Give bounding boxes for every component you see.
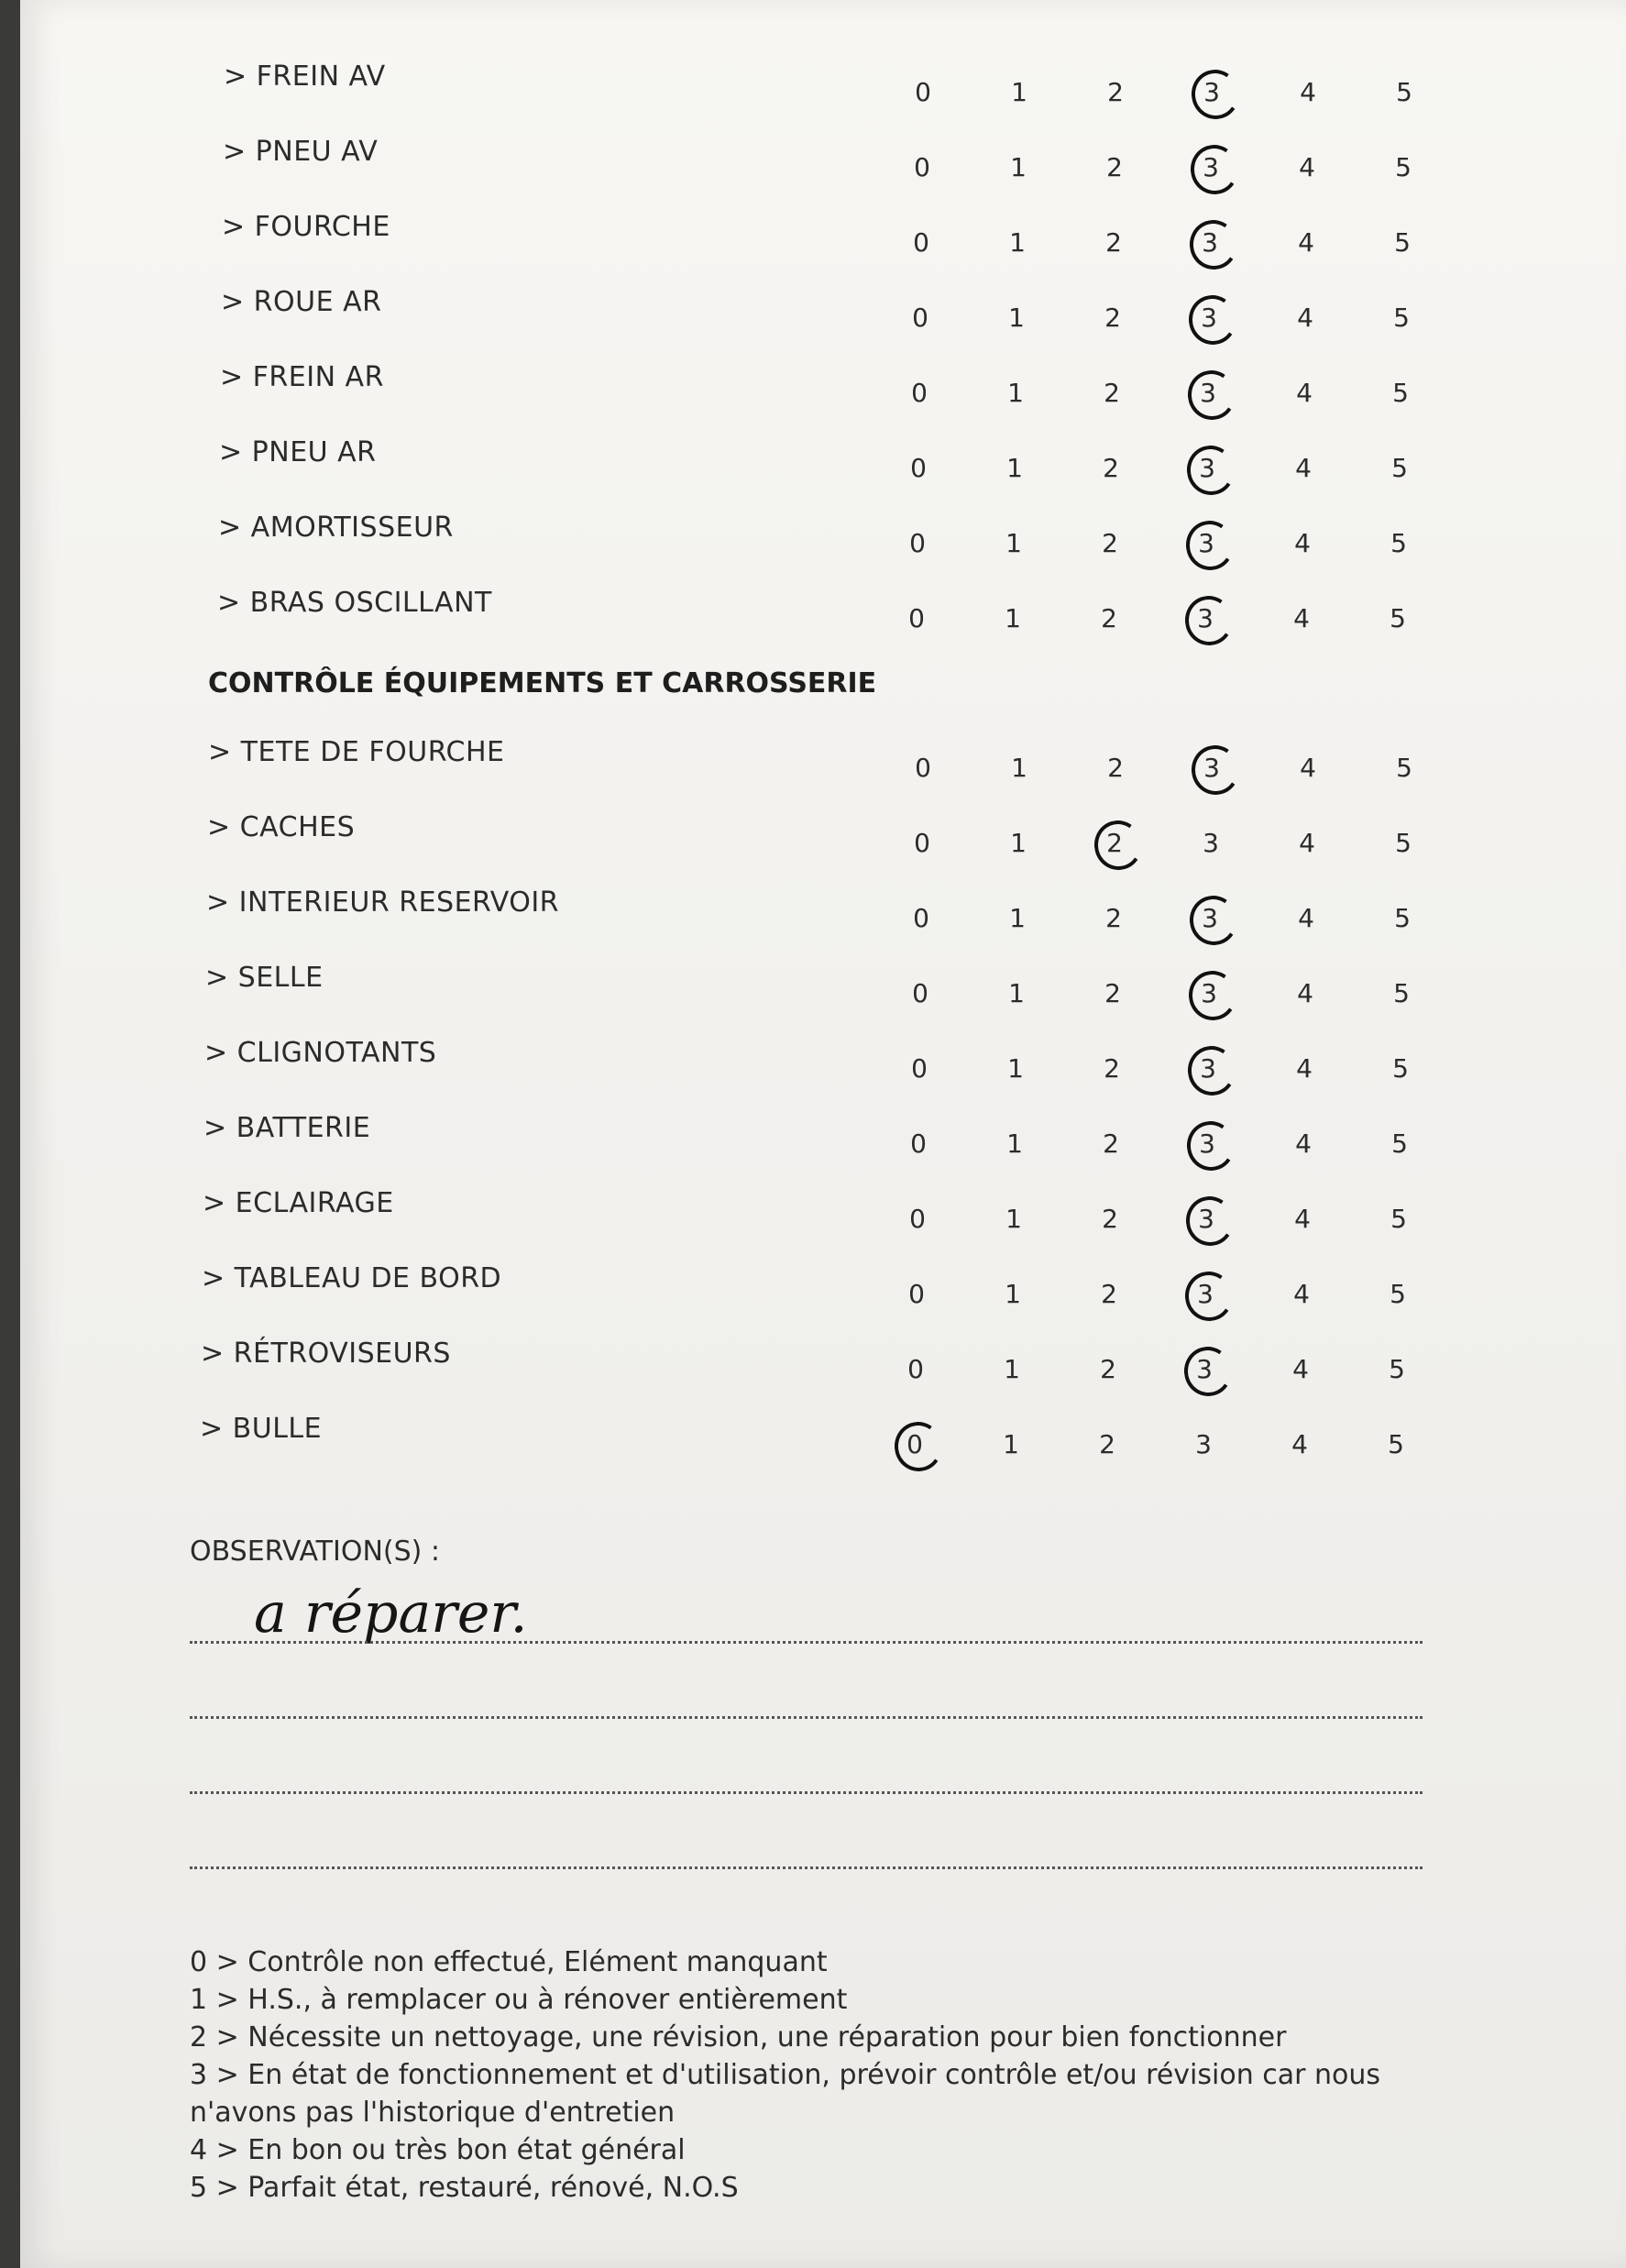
rating-row-label: > FOURCHE xyxy=(222,211,390,243)
rating-row-label: > TETE DE FOURCHE xyxy=(208,736,505,768)
rating-option[interactable]: 4 xyxy=(1297,303,1313,333)
rating-row-label: > CACHES xyxy=(207,811,356,843)
rating-option[interactable]: 1 xyxy=(1005,528,1022,558)
rating-option[interactable]: 0 xyxy=(909,528,926,558)
rating-option[interactable]: 0 xyxy=(911,378,928,408)
rating-row xyxy=(20,811,1626,866)
rating-option[interactable]: 1 xyxy=(1011,77,1027,107)
rating-option[interactable]: 4 xyxy=(1298,227,1314,258)
legend-line: 5 > Parfait état, restauré, rénové, N.O.S xyxy=(190,2172,739,2204)
rating-option[interactable]: 1 xyxy=(1009,227,1026,258)
rating-row xyxy=(20,886,1626,941)
rating-option[interactable]: 2 xyxy=(1102,1204,1118,1234)
rating-option[interactable]: 1 xyxy=(1010,828,1027,858)
rating-option-selected[interactable]: 3 xyxy=(1179,1204,1234,1234)
rating-row xyxy=(20,136,1626,191)
rating-option[interactable]: 4 xyxy=(1299,152,1315,182)
rating-option[interactable]: 0 xyxy=(910,453,927,483)
rating-option-selected[interactable]: 3 xyxy=(1178,1279,1233,1309)
rating-option[interactable]: 1 xyxy=(1007,1053,1024,1084)
rating-option[interactable]: 0 xyxy=(911,1053,928,1084)
rating-row-label: > ROUE AR xyxy=(221,286,382,318)
rating-option[interactable]: 5 xyxy=(1396,77,1412,107)
rating-row xyxy=(20,361,1626,416)
legend-line: 3 > En état de fonctionnement et d'utilisation, prévoir contrôle et/ou révision car nous xyxy=(190,2059,1381,2091)
legend-line: 1 > H.S., à remplacer ou à rénover entièrement xyxy=(190,1984,848,2016)
legend-line: 2 > Nécessite un nettoyage, une révision, une réparation pour bien fonctionner xyxy=(190,2021,1287,2053)
rating-option[interactable]: 5 xyxy=(1392,1053,1409,1084)
rating-row xyxy=(20,1413,1626,1468)
observation-line xyxy=(190,1641,1423,1644)
rating-option-selected[interactable]: 3 xyxy=(1184,753,1239,783)
rating-option[interactable]: 0 xyxy=(907,1354,924,1384)
rating-row xyxy=(20,1187,1626,1242)
rating-row-label: > TABLEAU DE BORD xyxy=(202,1262,502,1294)
rating-option[interactable]: 0 xyxy=(914,828,930,858)
rating-option[interactable]: 5 xyxy=(1392,378,1409,408)
rating-option[interactable]: 1 xyxy=(1008,303,1025,333)
rating-row-label: > INTERIEUR RESERVOIR xyxy=(206,886,560,919)
rating-option[interactable]: 4 xyxy=(1296,378,1313,408)
rating-option[interactable]: 2 xyxy=(1105,227,1122,258)
observation-line xyxy=(190,1866,1423,1869)
rating-option[interactable]: 0 xyxy=(908,1279,925,1309)
rating-option[interactable]: 2 xyxy=(1104,1053,1120,1084)
rating-option[interactable]: 2 xyxy=(1106,152,1123,182)
rating-option[interactable]: 5 xyxy=(1393,978,1410,1008)
rating-option[interactable]: 2 xyxy=(1105,903,1122,933)
rating-row-label: > BRAS OSCILLANT xyxy=(217,587,492,619)
rating-option[interactable]: 0 xyxy=(915,77,931,107)
rating-option[interactable]: 1 xyxy=(1009,903,1026,933)
rating-option[interactable]: 1 xyxy=(1008,978,1025,1008)
rating-option[interactable]: 4 xyxy=(1292,1354,1309,1384)
rating-row-label: > PNEU AR xyxy=(219,436,377,468)
rating-option[interactable]: 0 xyxy=(908,603,925,633)
rating-option[interactable]: 0 xyxy=(912,303,928,333)
rating-option[interactable]: 1 xyxy=(1005,1279,1021,1309)
rating-option-selected[interactable]: 3 xyxy=(1181,378,1236,408)
rating-option[interactable]: 4 xyxy=(1294,528,1311,558)
rating-option-selected[interactable]: 3 xyxy=(1180,1128,1235,1159)
rating-option[interactable]: 1 xyxy=(1003,1429,1019,1459)
rating-row xyxy=(20,962,1626,1017)
rating-option[interactable]: 5 xyxy=(1390,1204,1407,1234)
rating-option[interactable]: 0 xyxy=(912,978,928,1008)
rating-option[interactable]: 5 xyxy=(1391,453,1408,483)
rating-row xyxy=(20,436,1626,491)
rating-row xyxy=(20,1262,1626,1317)
rating-option[interactable]: 3 xyxy=(1195,1429,1212,1459)
rating-option[interactable]: 0 xyxy=(915,753,931,783)
rating-option[interactable]: 4 xyxy=(1293,603,1310,633)
rating-option[interactable]: 5 xyxy=(1390,1279,1406,1309)
rating-option[interactable]: 4 xyxy=(1294,1204,1311,1234)
rating-option[interactable]: 5 xyxy=(1394,903,1411,933)
rating-option-selected[interactable]: 3 xyxy=(1179,528,1234,558)
rating-option[interactable]: 5 xyxy=(1393,303,1410,333)
rating-option[interactable]: 4 xyxy=(1298,903,1314,933)
rating-row xyxy=(20,1338,1626,1393)
rating-option[interactable]: 2 xyxy=(1102,528,1118,558)
rating-option[interactable]: 4 xyxy=(1300,77,1316,107)
rating-option[interactable]: 3 xyxy=(1203,828,1219,858)
rating-option[interactable]: 5 xyxy=(1388,1429,1404,1459)
rating-option[interactable]: 5 xyxy=(1390,528,1407,558)
rating-row xyxy=(20,512,1626,567)
rating-option[interactable]: 1 xyxy=(1004,1354,1020,1384)
rating-option[interactable]: 1 xyxy=(1005,1204,1022,1234)
observations-title: OBSERVATION(S) : xyxy=(190,1536,440,1568)
legend-line: n'avons pas l'historique d'entretien xyxy=(190,2097,676,2129)
rating-option[interactable]: 4 xyxy=(1293,1279,1310,1309)
rating-row-label: > CLIGNOTANTS xyxy=(204,1037,437,1069)
rating-option[interactable]: 1 xyxy=(1010,152,1027,182)
rating-option[interactable]: 2 xyxy=(1104,978,1121,1008)
rating-row xyxy=(20,1112,1626,1167)
rating-row xyxy=(20,211,1626,266)
rating-row-label: > BATTERIE xyxy=(203,1112,371,1144)
rating-option-selected[interactable]: 3 xyxy=(1180,453,1235,483)
rating-option[interactable]: 4 xyxy=(1297,978,1313,1008)
rating-option[interactable]: 2 xyxy=(1107,77,1124,107)
rating-option[interactable]: 1 xyxy=(1007,378,1024,408)
rating-option[interactable]: 2 xyxy=(1101,1279,1117,1309)
rating-option-selected[interactable]: 3 xyxy=(1178,603,1233,633)
rating-option-selected[interactable]: 3 xyxy=(1184,77,1239,107)
rating-option[interactable]: 4 xyxy=(1296,1053,1313,1084)
rating-option-selected[interactable]: 3 xyxy=(1183,152,1238,182)
rating-row xyxy=(20,736,1626,791)
observation-line xyxy=(190,1716,1423,1719)
rating-option-selected[interactable]: 3 xyxy=(1181,978,1236,1008)
rating-option[interactable]: 2 xyxy=(1101,603,1117,633)
observation-handwriting: a réparer. xyxy=(254,1581,528,1646)
rating-option[interactable]: 0 xyxy=(909,1204,926,1234)
rating-option[interactable]: 0 xyxy=(913,903,929,933)
rating-row-label: > SELLE xyxy=(205,962,324,994)
observation-line xyxy=(190,1791,1423,1794)
rating-option[interactable]: 5 xyxy=(1396,753,1412,783)
rating-row-label: > AMORTISSEUR xyxy=(218,512,454,544)
section-title: CONTRÔLE ÉQUIPEMENTS ET CARROSSERIE xyxy=(208,667,877,699)
rating-row-label: > BULLE xyxy=(200,1413,323,1445)
rating-option[interactable]: 5 xyxy=(1395,828,1412,858)
rating-option[interactable]: 2 xyxy=(1104,303,1121,333)
rating-option[interactable]: 4 xyxy=(1291,1429,1308,1459)
rating-option[interactable]: 2 xyxy=(1103,1128,1119,1159)
rating-option[interactable]: 1 xyxy=(1011,753,1027,783)
rating-option[interactable]: 2 xyxy=(1107,753,1124,783)
rating-option[interactable]: 0 xyxy=(914,152,930,182)
rating-option-selected[interactable]: 0 xyxy=(887,1429,942,1459)
rating-option-selected[interactable]: 3 xyxy=(1181,303,1236,333)
rating-option[interactable]: 1 xyxy=(1006,453,1023,483)
legend-line: 0 > Contrôle non effectué, Elément manquant xyxy=(190,1946,828,1978)
rating-option[interactable]: 0 xyxy=(913,227,929,258)
rating-option[interactable]: 2 xyxy=(1104,378,1120,408)
inspection-sheet xyxy=(20,0,1626,2268)
rating-option-selected[interactable]: 3 xyxy=(1182,227,1237,258)
rating-row xyxy=(20,587,1626,642)
rating-option-selected[interactable]: 3 xyxy=(1182,903,1237,933)
rating-option-selected[interactable]: 3 xyxy=(1177,1354,1232,1384)
rating-option[interactable]: 1 xyxy=(1005,603,1021,633)
rating-option[interactable]: 4 xyxy=(1299,828,1315,858)
rating-option[interactable]: 1 xyxy=(1006,1128,1023,1159)
rating-option[interactable]: 5 xyxy=(1390,603,1406,633)
rating-option[interactable]: 5 xyxy=(1394,227,1411,258)
legend xyxy=(190,1943,1473,2207)
rating-row xyxy=(20,1037,1626,1092)
rating-option[interactable]: 2 xyxy=(1103,453,1119,483)
rating-option[interactable]: 4 xyxy=(1295,453,1312,483)
rating-option[interactable]: 5 xyxy=(1389,1354,1405,1384)
rating-row xyxy=(20,286,1626,341)
rating-option[interactable]: 2 xyxy=(1100,1354,1116,1384)
rating-row xyxy=(20,61,1626,116)
rating-option[interactable]: 4 xyxy=(1300,753,1316,783)
rating-option[interactable]: 0 xyxy=(910,1128,927,1159)
rating-option[interactable]: 4 xyxy=(1295,1128,1312,1159)
rating-option[interactable]: 2 xyxy=(1099,1429,1115,1459)
rating-option-selected[interactable]: 2 xyxy=(1087,828,1142,858)
rating-row-label: > RÉTROVISEURS xyxy=(201,1338,451,1370)
rating-row-label: > FREIN AR xyxy=(220,361,384,393)
rating-option-selected[interactable]: 3 xyxy=(1181,1053,1236,1084)
rating-option[interactable]: 5 xyxy=(1391,1128,1408,1159)
rating-row-label: > ECLAIRAGE xyxy=(203,1187,394,1219)
legend-line: 4 > En bon ou très bon état général xyxy=(190,2134,686,2166)
rating-row-label: > FREIN AV xyxy=(224,61,386,93)
rating-option[interactable]: 5 xyxy=(1395,152,1412,182)
rating-row-label: > PNEU AV xyxy=(223,136,379,168)
